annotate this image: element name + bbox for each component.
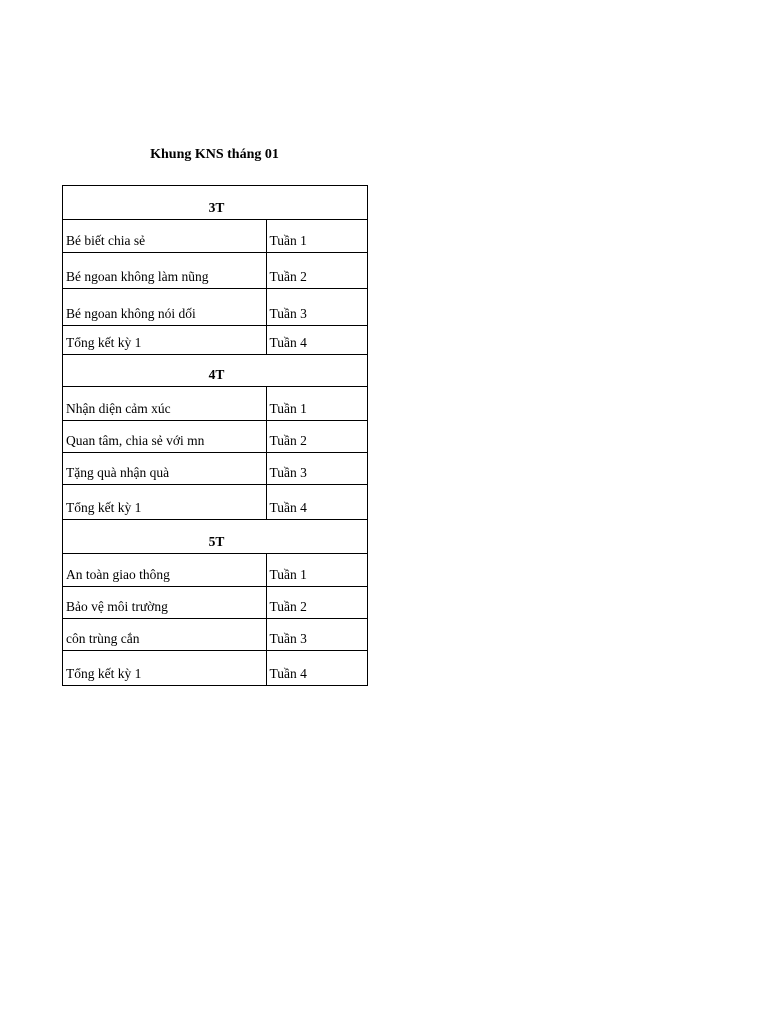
activity-cell: Nhận diện cảm xúc [63,387,267,421]
activity-cell: Bảo vệ môi trường [63,587,267,619]
table-row [63,485,368,520]
activity-cell: Bé biết chia sẻ [63,220,267,253]
activity-cell: Tổng kết kỳ 1 [63,326,267,355]
group-header-row [63,520,368,554]
activity-cell: An toàn giao thông [63,554,267,587]
table-row [63,387,368,421]
activity-cell: Bé ngoan không nói dối [63,289,267,326]
activity-cell: Quan tâm, chia sẻ với mn [63,421,267,453]
table-row [63,326,368,355]
table-row [63,421,368,453]
week-cell: Tuần 4 [266,326,368,355]
week-cell: Tuần 1 [266,220,368,253]
week-cell: Tuần 2 [266,587,368,619]
group-label-4t: 4T [63,355,368,387]
activity-cell: Bé ngoan không làm nũng [63,253,267,289]
week-cell: Tuần 1 [266,387,368,421]
table-row [63,587,368,619]
table-row [63,289,368,326]
week-cell: Tuần 2 [266,253,368,289]
activity-cell: Tổng kết kỳ 1 [63,485,267,520]
week-cell: Tuần 1 [266,554,368,587]
table-row [63,619,368,651]
group-header-row [63,186,368,220]
page-title: Khung KNS tháng 01 [150,147,279,162]
group-label-3t: 3T [63,186,368,220]
table-row [63,220,368,253]
activity-cell: Tặng quà nhận quà [63,453,267,485]
week-cell: Tuần 3 [266,453,368,485]
week-cell: Tuần 2 [266,421,368,453]
week-cell: Tuần 3 [266,289,368,326]
activity-cell: côn trùng cắn [63,619,267,651]
table-row [63,253,368,289]
schedule-table [62,185,368,686]
week-cell: Tuần 4 [266,651,368,686]
group-label-5t: 5T [63,520,368,554]
table-row [63,554,368,587]
group-header-row [63,355,368,387]
week-cell: Tuần 3 [266,619,368,651]
week-cell: Tuần 4 [266,485,368,520]
table-row [63,453,368,485]
activity-cell: Tổng kết kỳ 1 [63,651,267,686]
table-row [63,651,368,686]
